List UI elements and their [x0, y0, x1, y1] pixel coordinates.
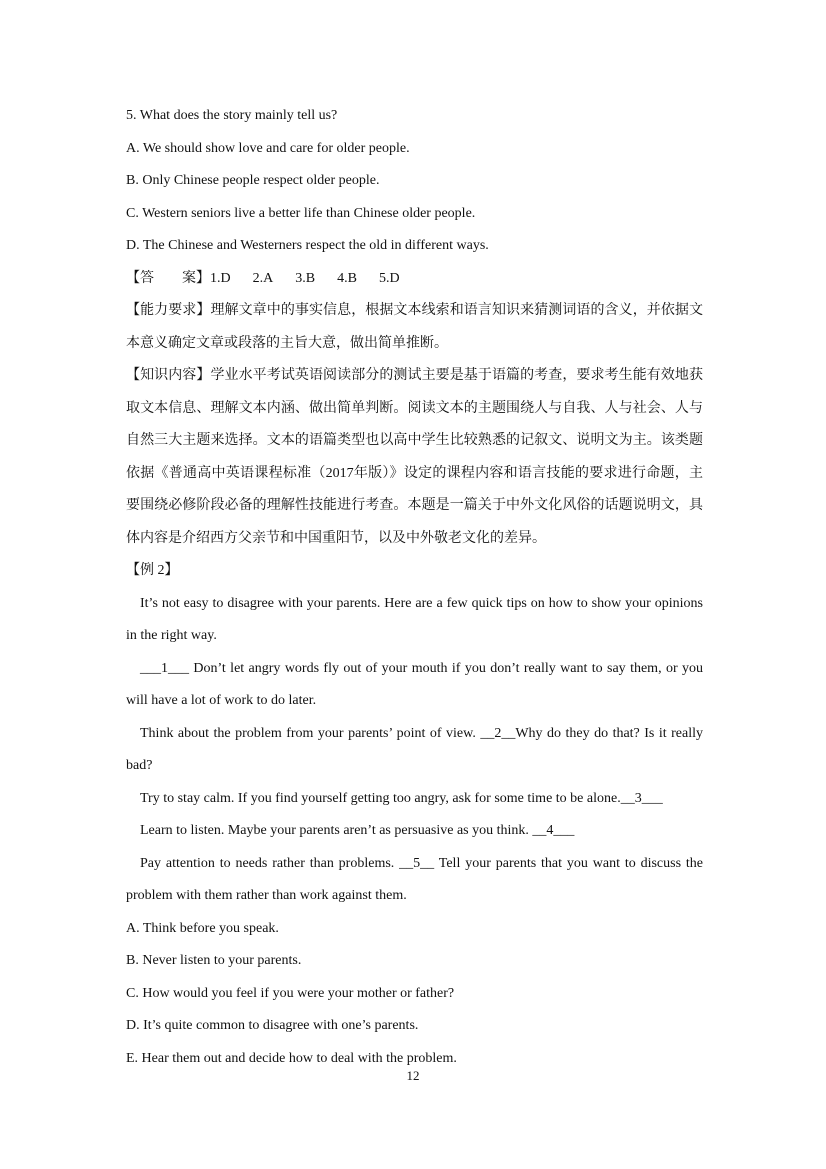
example-option-e: E. Hear them out and decide how to deal with the problem. [126, 1050, 457, 1066]
answer-item: 5.D [378, 270, 400, 286]
document-page [126, 100, 703, 1075]
ability-text: 理解文章中的事实信息，根据文本线索和语言知识来猜测词语的含义，并依据文本意义确定文章或段落的主旨大意，做出简单推断。 [126, 303, 704, 351]
example-option-a: A. Think before you speak. [126, 920, 279, 936]
question-5-option-a: A. We should show love and care for older people. [126, 140, 410, 156]
paragraph-2-after: Why do they do that? Is it really bad? [126, 725, 703, 773]
example-option-c: C. How would you feel if you were your mother or father? [126, 985, 455, 1001]
example-option-b: B. Never listen to your parents. [126, 953, 302, 968]
example-label: 【例 2】 [126, 563, 179, 578]
example-option-d: D. It’s quite common to disagree with one’s parents. [126, 1018, 419, 1033]
question-5-stem: 5. What does the story mainly tell us? [126, 108, 338, 123]
ability-requirement [126, 295, 703, 360]
blank-5: __5__ [399, 855, 435, 871]
paragraph-4-text: Learn to listen. Maybe your parents aren’t as persuasive as you think. [140, 823, 533, 838]
example-paragraph-4 [126, 815, 703, 848]
question-5-option-c: C. Western seniors live a better life than Chinese older people. [126, 205, 476, 221]
paragraph-3-text: Try to stay calm. If you find yourself getting too angry, ask for some time to be alone. [140, 790, 621, 806]
page-number: 12 [406, 1068, 420, 1083]
example-paragraph-5 [126, 848, 703, 913]
question-5-option-b: B. Only Chinese people respect older people. [126, 173, 380, 188]
example-paragraph-3 [126, 783, 703, 816]
knowledge-text: 学业水平考试英语阅读部分的测试主要是基于语篇的考查，要求考生能有效地获取文本信息、理解文本内涵、做出简单判断。阅读文本的主题围绕人与自我、人与社会、人与自然三大主题来选择。文本的语篇类型也以高中学生比较熟悉的记叙文、说明文为主。该类题依据《普通高中英语课程标准（2017年版）》设定的课程内容和语言技能的要求进行命题，主要围绕必修阶段必备的理解性技能进行考查。本题是一篇关于中外文化风俗的话题说明文，具体内容是介绍西方父亲节和中国重阳节，以及中外敬老文化的差异。 [126, 368, 704, 546]
answer-item: 3.B [295, 270, 316, 286]
ability-label: 【能力要求】 [126, 303, 211, 318]
answer-item: 1.D [210, 270, 231, 286]
question-5-option-d: D. The Chinese and Westerners respect the old in different ways. [126, 238, 489, 253]
answer-label: 【答 案】 [126, 270, 210, 286]
knowledge-content [126, 360, 703, 555]
blank-4: __4___ [532, 823, 575, 838]
example-paragraph-1 [126, 653, 703, 718]
paragraph-5-after: Tell your parents that you want to discuss the problem with them rather than work against them. [126, 855, 703, 903]
example-intro: It’s not easy to disagree with your parents. Here are a few quick tips on how to show your opinions in the right way. [126, 595, 703, 643]
blank-2: __2__ [480, 725, 516, 741]
answer-item: 2.A [252, 270, 274, 286]
answer-key [126, 263, 703, 296]
answer-item: 4.B [337, 270, 357, 286]
example-paragraph-2 [126, 718, 703, 783]
paragraph-2-text: Think about the problem from your parents’ point of view. [140, 725, 481, 741]
knowledge-label: 【知识内容】 [126, 368, 211, 383]
blank-3: __3___ [620, 790, 663, 806]
paragraph-1-text: Don’t let angry words fly out of your mouth if you don’t really want to say them, or you will have a lot of work to do later. [126, 660, 703, 708]
paragraph-5-text: Pay attention to needs rather than problems. [140, 855, 400, 871]
blank-1: ___1___ [140, 660, 189, 676]
